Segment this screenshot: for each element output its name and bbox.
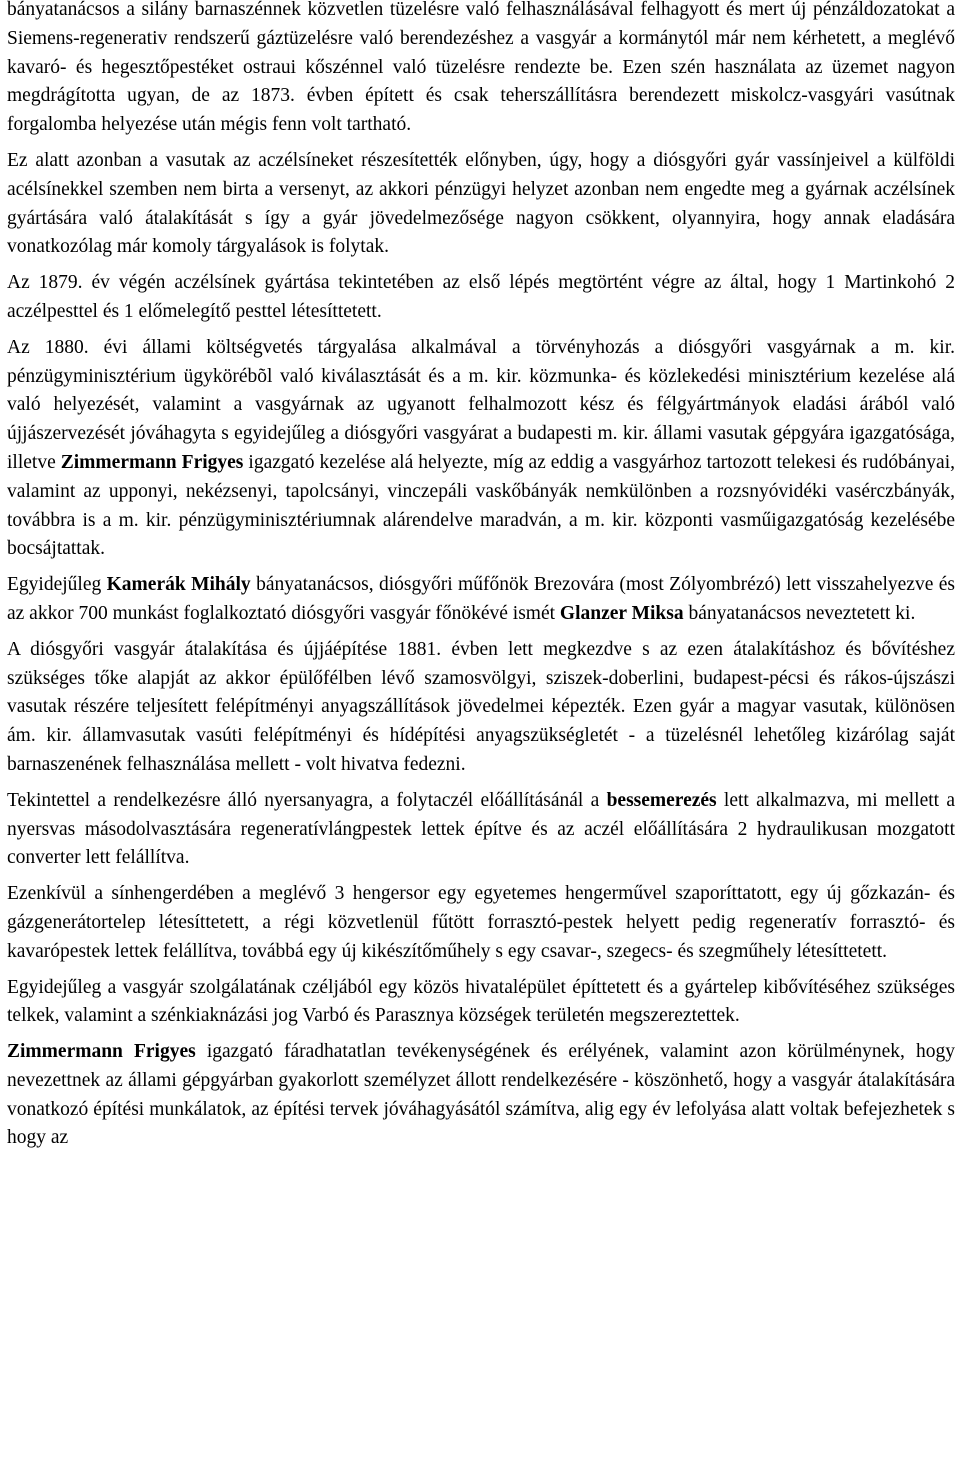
bold-name-zimmermann: Zimmermann Frigyes: [60, 451, 244, 473]
bold-name-zimmermann: Zimmermann Frigyes: [7, 1041, 196, 1063]
text-run: A diósgyőri vasgyár átalakítása és újjáépítése 1881. évben lett megkezdve s az ezen átalakításhoz és bővítéshez szükséges tőke alapját az akkor épülőfélben lévő szamosvölgyi, sziszek-doberlini, budapest-pécsi és rákos-újszászi vasutak részére teljesített felépítményi anyagszállítások jövedelmei képezték. Ezen gyár a magyar vasutak, különösen ám. kir. államvasutak vasúti felépítményi és hídépítési anyagszükségletét - a tüzelésnél lehetőleg kizárólag saját barnaszenének felhasználása mellett - volt hivatva fedezni.: [7, 638, 955, 775]
text-run: bányatanácsos, diósgyőri műfőnök Brezovára (most Zólyombrézó) lett visszahelyezve és az akkor 700 munkást foglalkoztató diósgyőri vasgyár főnökévé ismét: [7, 574, 955, 624]
bold-term-bessemerezes: bessemerezés: [606, 789, 717, 811]
paragraph-4: [7, 334, 955, 564]
paragraph-2: [7, 147, 955, 262]
text-run: igazgató kezelése alá helyezte, míg az eddig a vasgyárhoz tartozott telekesi és rudóbányai, valamint az upponyi, nekézsenyi, tapolcsányi, vinczepáli vaskőbányák nemkülönben a rozsnyóvidéki vasérczbányák, továbbra is a m. kir. pénzügyminisztériumnak alárendelve maradván, a m. kir. központi vasműigazgatóság kezelésébe bocsájtattak.: [7, 451, 956, 560]
paragraph-9: [7, 974, 955, 1032]
text-run: Egyidejűleg: [7, 574, 107, 596]
paragraph-7: [7, 787, 955, 873]
text-run: lett alkalmazva, mi mellett a nyersvas másodolvasztására regeneratívlángpestek lettek építve és az aczél előállítására 2 hydraulikusan mozgatott converter lett felállítva.: [7, 789, 956, 869]
text-run: Ez alatt azonban a vasutak az aczélsíneket részesítették előnyben, úgy, hogy a diósgyőri gyár vassínjeivel a külföldi acélsínekkel szemben nem birta a versenyt, az akkori pénzügyi helyzet azonban nem engedte meg a gyárnak aczélsínek gyártására való átalakítását s így a gyár jövedelmezősége nagyon csökkent, olyannyira, hogy annak eladására vonatkozólag már komoly tárgyalások is folytak.: [7, 149, 955, 258]
paragraph-3: [7, 269, 955, 327]
paragraph-10: [7, 1038, 955, 1153]
text-run: Tekintettel a rendelkezésre álló nyersanyagra, a folytaczél előállításánál a: [7, 789, 607, 811]
text-run: Ezenkívül a sínhengerdében a meglévő 3 hengersor egy egyetemes hengerművel szaporíttatott, egy új gőzkazán- és gázgenerátortelep létesíttetett, a régi közvetlenül fűtött forrasztó-pestek helyett pedig regeneratív forrasztó- és kavarópestek lettek felállítva, továbbá egy új kikészítőműhely s egy csavar-, szegecs- és szegműhely létesíttetett.: [7, 883, 955, 962]
text-run: igazgató fáradhatatlan tevékenységének és erélyének, valamint azon körülménynek, hogy nevezettnek az állami gépgyárban gyakorlott személyzet állott rendelkezésére - köszönhető, hogy a vasgyár átalakítására vonatkozó építési munkálatok, az építési tervek jóváhagyásától számítva, alig egy év lefolyása alatt voltak befejezhetek s hogy az: [7, 1041, 955, 1149]
paragraph-8: [7, 880, 955, 966]
text-run: Egyidejűleg a vasgyár szolgálatának czéljából egy közös hivatalépület építtetett és a gyártelep kibővítéséhez szükséges telkek, valamint a szénkiaknázási jog Varbó és Parasznya községek területén megszereztettek.: [7, 976, 955, 1027]
text-run: bányatanácsos neveztetett ki.: [683, 602, 916, 624]
document-page: [7, 0, 955, 1160]
text-run: Az 1879. év végén aczélsínek gyártása tekintetében az első lépés megtörtént végre az által, hogy 1 Martinkohó 2 aczélpesttel és 1 előmelegítő pesttel létesíttetett.: [7, 272, 955, 322]
paragraph-5: [7, 571, 955, 629]
bold-name-kamerak: Kamerák Mihály: [106, 574, 251, 596]
text-run: bányatanácsos a silány barnaszénnek közvetlen tüzelésre való felhasználásával felhagyott és mert új pénzáldozatokat a Siemens-regenerativ rendszerű gáztüzelésre való berendezéshez a vasgyár a kormánytól már nem kérhetett, a meglévő kavaró- és hegesztőpestéket ostraui kőszénnel való tüzelésre rendezte be. Ezen szén használata az üzemet nagyon megdrágította ugyan, de az 1873. évben épített és csak teherszállításra berendezett miskolcz-vasgyári vasútnak forgalomba helyezése után mégis fenn volt tartható.: [7, 0, 955, 136]
paragraph-1: [7, 0, 955, 140]
bold-name-glanzer: Glanzer Miksa: [559, 602, 684, 624]
paragraph-6: [7, 636, 955, 780]
text-run: Az 1880. évi állami költségvetés tárgyalása alkalmával a törvényhozás a diósgyőri vasgyárnak a m. kir. pénzügyminisztérium ügykörébõl való kiválasztását és a m. kir. közmunka- és közlekedési minisztérium kezelése alá való helyezését, valamint a vasgyárnak az ugyanott felhalmozott kész és félgyártmányok eladási árából való újjászervezését jóváhagyta s egyidejűleg a diósgyőri vasgyárat a budapesti m. kir. állami vasutak gépgyára igazgatósága, illetve: [7, 336, 955, 473]
